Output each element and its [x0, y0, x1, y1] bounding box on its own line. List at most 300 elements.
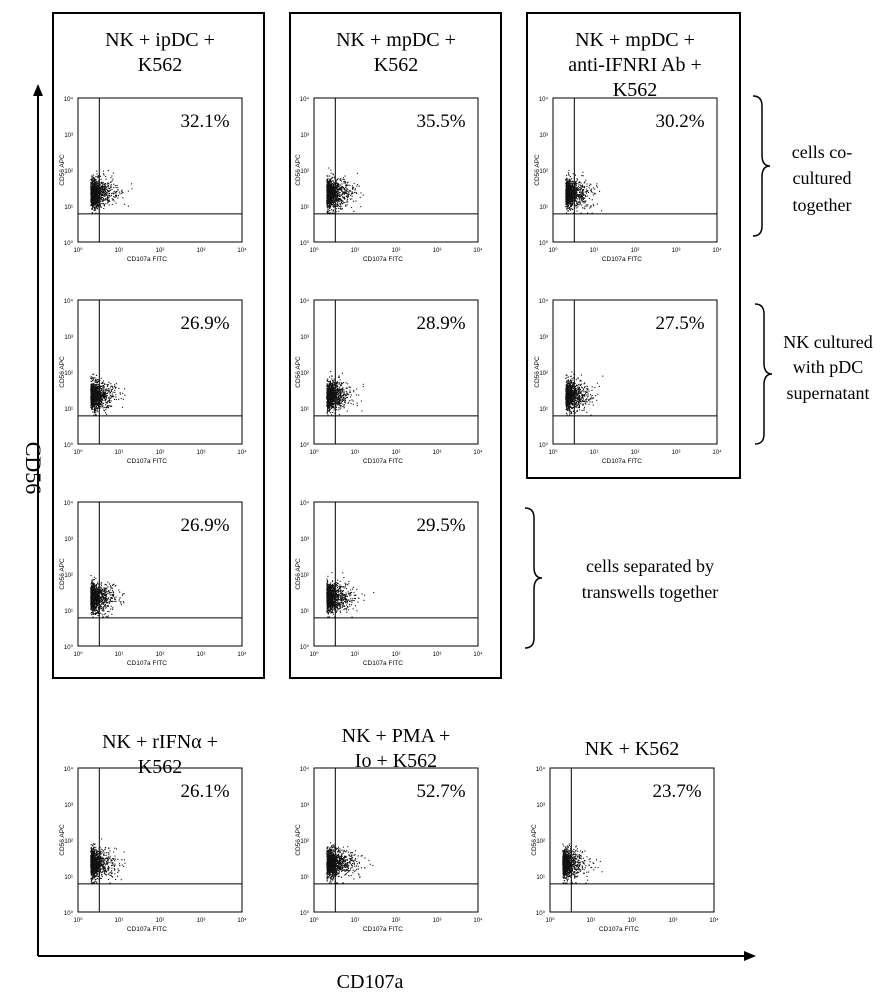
event-dot [334, 201, 335, 202]
event-dot [113, 199, 114, 200]
brace-supernatant [755, 304, 772, 444]
event-dot [356, 186, 357, 187]
event-dot [122, 393, 123, 394]
event-dot [584, 186, 585, 187]
event-dot [95, 385, 96, 386]
event-dot [582, 202, 583, 203]
event-dot [329, 213, 330, 214]
event-dot [355, 200, 356, 201]
event-dot [99, 393, 100, 394]
event-dot [99, 380, 100, 381]
event-dot [92, 411, 93, 412]
event-dot [581, 182, 582, 183]
event-dot [349, 387, 350, 388]
event-dot [92, 388, 93, 389]
event-dot [572, 205, 573, 206]
event-dot [590, 184, 591, 185]
event-dot [587, 196, 588, 197]
event-dot [121, 193, 122, 194]
event-dot [108, 170, 109, 171]
event-dot [96, 192, 97, 193]
event-dot [330, 371, 331, 372]
event-dot [97, 200, 98, 201]
event-dot [113, 173, 114, 174]
event-dot [347, 204, 348, 205]
event-dot [576, 194, 577, 195]
event-dot [572, 181, 573, 182]
event-dot [98, 183, 99, 184]
group-label-cocultured-line-2: cultured [792, 168, 852, 188]
event-dot [574, 190, 575, 191]
event-dot [349, 190, 350, 191]
event-dot [584, 182, 585, 183]
event-dot [348, 403, 349, 404]
event-dot [113, 196, 114, 197]
event-dot [572, 193, 573, 194]
event-dot [105, 412, 106, 413]
event-dot [337, 205, 338, 206]
event-dot [333, 206, 334, 207]
x-tick-label: 10⁰ [73, 248, 83, 254]
event-dot [96, 387, 97, 388]
event-dot [338, 211, 339, 212]
event-dot [571, 186, 572, 187]
event-dot [107, 395, 108, 396]
event-dot [574, 186, 575, 187]
plot-title-line: K562 [612, 79, 658, 101]
event-dot [331, 173, 332, 174]
event-dot [97, 396, 98, 397]
event-dot [356, 193, 357, 194]
event-dot [93, 402, 94, 403]
event-dot [329, 179, 330, 180]
event-dot [571, 178, 572, 179]
y-tick-label: 10² [64, 169, 73, 175]
event-dot [327, 208, 328, 209]
event-dot [572, 183, 573, 184]
event-dot [102, 199, 103, 200]
event-dot [120, 392, 121, 393]
event-dot [102, 395, 103, 396]
event-dot [574, 201, 575, 202]
event-dot [95, 409, 96, 410]
event-dot [597, 187, 598, 188]
event-dot [341, 201, 342, 202]
x-tick-label: 10³ [432, 248, 442, 254]
group-label-supernatant [783, 332, 872, 403]
event-dot [339, 206, 340, 207]
event-dot [99, 384, 100, 385]
plot-y-label: CD56 APC [59, 356, 66, 388]
event-dot [577, 198, 578, 199]
event-dot [327, 411, 328, 412]
event-dot [335, 195, 336, 196]
event-dot [97, 203, 98, 204]
event-dot [97, 186, 98, 187]
event-dot [586, 191, 587, 192]
event-dot [348, 182, 349, 183]
event-dot [95, 209, 96, 210]
event-dot [569, 209, 570, 210]
event-dot [90, 182, 91, 183]
event-dot [332, 183, 333, 184]
event-dot [114, 191, 115, 192]
event-dot [110, 406, 111, 407]
event-dot [94, 384, 95, 385]
event-dot [92, 404, 93, 405]
event-dot [567, 189, 568, 190]
event-dot [334, 200, 335, 201]
event-dot [107, 401, 108, 402]
event-dot [114, 390, 115, 391]
event-dot [593, 204, 594, 205]
event-dot [575, 182, 576, 183]
event-dot [570, 201, 571, 202]
event-dot [108, 384, 109, 385]
event-dot [572, 197, 573, 198]
event-dot [93, 187, 94, 188]
y-tick-label: 10² [64, 371, 73, 377]
event-dot [94, 199, 95, 200]
event-dot [96, 193, 97, 194]
event-dot [569, 183, 570, 184]
event-dot [94, 377, 95, 378]
event-dot [102, 387, 103, 388]
event-dot [114, 392, 115, 393]
event-dot [108, 186, 109, 187]
event-dot [326, 192, 327, 193]
event-dot [96, 176, 97, 177]
event-dot [567, 182, 568, 183]
event-dot [570, 188, 571, 189]
event-dot [107, 199, 108, 200]
event-dot [92, 380, 93, 381]
event-dot [97, 206, 98, 207]
event-dot [339, 196, 340, 197]
event-dot [98, 194, 99, 195]
event-dot [580, 185, 581, 186]
event-dot [581, 199, 582, 200]
x-tick-label: 10² [155, 248, 165, 254]
plot-x-label: CD107a FITC [126, 458, 167, 465]
event-dot [99, 397, 100, 398]
event-dot [586, 189, 587, 190]
event-dot [98, 402, 99, 403]
event-dot [332, 202, 333, 203]
event-dot [338, 193, 339, 194]
event-dot [91, 208, 92, 209]
event-dot [99, 187, 100, 188]
event-dot [589, 185, 590, 186]
event-dot [336, 204, 337, 205]
event-dot [581, 175, 582, 176]
event-dot [355, 190, 356, 191]
event-dot [108, 398, 109, 399]
y-tick-label: 10⁰ [538, 241, 548, 247]
event-dot [327, 188, 328, 189]
event-dot [92, 212, 93, 213]
event-dot [103, 195, 104, 196]
event-dot [566, 187, 567, 188]
event-dot [338, 199, 339, 200]
event-dot [105, 392, 106, 393]
event-dot [122, 197, 123, 198]
event-dot [96, 205, 97, 206]
event-dot [110, 383, 111, 384]
event-dot [99, 196, 100, 197]
event-dot [95, 380, 96, 381]
event-dot [101, 194, 102, 195]
event-dot [337, 196, 338, 197]
event-dot [334, 176, 335, 177]
event-dot [92, 384, 93, 385]
event-dot [102, 392, 103, 393]
brace-transwell [525, 508, 542, 648]
event-dot [593, 205, 594, 206]
event-dot [102, 383, 103, 384]
event-dot [584, 198, 585, 199]
x-tick-label: 10⁰ [309, 248, 319, 254]
event-dot [100, 396, 101, 397]
event-dot [354, 192, 355, 193]
event-dot [333, 409, 334, 410]
x-tick-label: 10² [155, 450, 165, 456]
event-dot [109, 200, 110, 201]
event-dot [107, 191, 108, 192]
event-dot [326, 203, 327, 204]
event-dot [579, 192, 580, 193]
y-tick-label: 10⁰ [63, 443, 73, 449]
event-dot [91, 405, 92, 406]
event-dot [566, 193, 567, 194]
event-dot [341, 188, 342, 189]
event-dot [108, 201, 109, 202]
event-dot [341, 191, 342, 192]
event-dots [326, 168, 364, 214]
event-dot [571, 192, 572, 193]
event-dot [99, 406, 100, 407]
event-dot [105, 390, 106, 391]
event-dot [103, 173, 104, 174]
event-dot [340, 204, 341, 205]
event-dot [566, 175, 567, 176]
event-dot [575, 187, 576, 188]
event-dot [94, 210, 95, 211]
event-dot [106, 390, 107, 391]
event-dot [572, 209, 573, 210]
event-dot [574, 178, 575, 179]
event-dot [331, 181, 332, 182]
event-dot [334, 177, 335, 178]
event-dot [327, 209, 328, 210]
event-dot [334, 187, 335, 188]
event-dot [579, 189, 580, 190]
event-dot [91, 381, 92, 382]
event-dot [93, 204, 94, 205]
event-dot [95, 206, 96, 207]
event-dot [100, 191, 101, 192]
event-dot [96, 197, 97, 198]
event-dot [565, 180, 566, 181]
event-dot [100, 190, 101, 191]
event-dot [105, 400, 106, 401]
event-dot [336, 201, 337, 202]
event-dot [94, 411, 95, 412]
event-dot [100, 388, 101, 389]
event-dot [107, 393, 108, 394]
event-dot [587, 213, 588, 214]
event-dot [577, 178, 578, 179]
x-tick-label: 10⁴ [473, 248, 483, 254]
event-dot [101, 203, 102, 204]
event-dot [345, 402, 346, 403]
event-dot [573, 187, 574, 188]
event-dot [592, 199, 593, 200]
event-dot [573, 183, 574, 184]
event-dot [330, 381, 331, 382]
event-dot [118, 388, 119, 389]
event-dot [351, 207, 352, 208]
y-tick-label: 10⁴ [299, 97, 309, 103]
event-dot [104, 387, 105, 388]
event-dot [330, 189, 331, 190]
event-dot [117, 189, 118, 190]
event-dot [574, 184, 575, 185]
event-dot [91, 190, 92, 191]
event-dot [101, 388, 102, 389]
event-dot [92, 398, 93, 399]
event-dot [354, 183, 355, 184]
event-dot [342, 183, 343, 184]
event-dot [94, 182, 95, 183]
event-dot [103, 391, 104, 392]
event-dot [96, 406, 97, 407]
event-dot [92, 195, 93, 196]
event-dot [104, 189, 105, 190]
event-dot [577, 203, 578, 204]
event-dot [573, 173, 574, 174]
event-dot [576, 188, 577, 189]
event-dot [116, 383, 117, 384]
event-dot [104, 186, 105, 187]
event-dot [340, 203, 341, 204]
event-dot [572, 184, 573, 185]
event-dot [566, 183, 567, 184]
event-dot [333, 197, 334, 198]
plot-y-label: CD56 APC [59, 154, 66, 186]
event-dot [101, 198, 102, 199]
event-dot [332, 191, 333, 192]
event-dot [329, 198, 330, 199]
event-dot [348, 402, 349, 403]
event-dot [342, 194, 343, 195]
event-dot [111, 184, 112, 185]
event-dot [336, 185, 337, 186]
event-dot [96, 190, 97, 191]
event-dot [103, 388, 104, 389]
event-dot [108, 406, 109, 407]
event-dot [582, 172, 583, 173]
event-dot [581, 188, 582, 189]
event-dot [98, 405, 99, 406]
event-dot [360, 206, 361, 207]
event-dot [97, 408, 98, 409]
event-dot [582, 185, 583, 186]
event-dot [98, 379, 99, 380]
event-dot [109, 196, 110, 197]
event-dot [104, 175, 105, 176]
event-dot [352, 191, 353, 192]
event-dot [101, 390, 102, 391]
event-dot [101, 179, 102, 180]
event-dot [337, 197, 338, 198]
event-dot [97, 400, 98, 401]
plot-title-line: NK + mpDC + [575, 29, 695, 51]
event-dot [352, 185, 353, 186]
event-dot [566, 206, 567, 207]
event-dot [95, 386, 96, 387]
event-dot [92, 392, 93, 393]
event-dot [353, 391, 354, 392]
event-dot [566, 190, 567, 191]
event-dot [597, 204, 598, 205]
event-dot [345, 181, 346, 182]
event-dot [567, 210, 568, 211]
event-dot [329, 176, 330, 177]
event-dot [93, 386, 94, 387]
event-dot [96, 183, 97, 184]
event-dot [339, 188, 340, 189]
event-dot [589, 187, 590, 188]
event-dot [577, 179, 578, 180]
event-dot [349, 185, 350, 186]
event-dot [128, 206, 129, 207]
event-dot [90, 202, 91, 203]
event-dot [329, 195, 330, 196]
event-dot [587, 183, 588, 184]
event-dot [95, 389, 96, 390]
event-dot [103, 184, 104, 185]
event-dot [97, 411, 98, 412]
event-dot [90, 378, 91, 379]
event-dot [103, 203, 104, 204]
event-dot [97, 405, 98, 406]
event-dot [101, 378, 102, 379]
event-dot [343, 201, 344, 202]
event-dot [348, 394, 349, 395]
event-dot [100, 184, 101, 185]
event-dot [579, 198, 580, 199]
event-dot [92, 187, 93, 188]
event-dot [99, 407, 100, 408]
event-dot [114, 200, 115, 201]
event-dot [103, 208, 104, 209]
event-dot [331, 209, 332, 210]
event-dot [97, 181, 98, 182]
event-dot [592, 213, 593, 214]
y-tick-label: 10⁴ [63, 299, 73, 305]
event-dot [116, 192, 117, 193]
event-dot [329, 210, 330, 211]
event-dot [108, 388, 109, 389]
event-dot [345, 183, 346, 184]
group-label-cocultured [792, 142, 852, 215]
event-dot [92, 400, 93, 401]
event-dot [113, 392, 114, 393]
event-dot [102, 400, 103, 401]
event-dot [347, 191, 348, 192]
plot-title-line: NK + mpDC + [336, 29, 456, 51]
